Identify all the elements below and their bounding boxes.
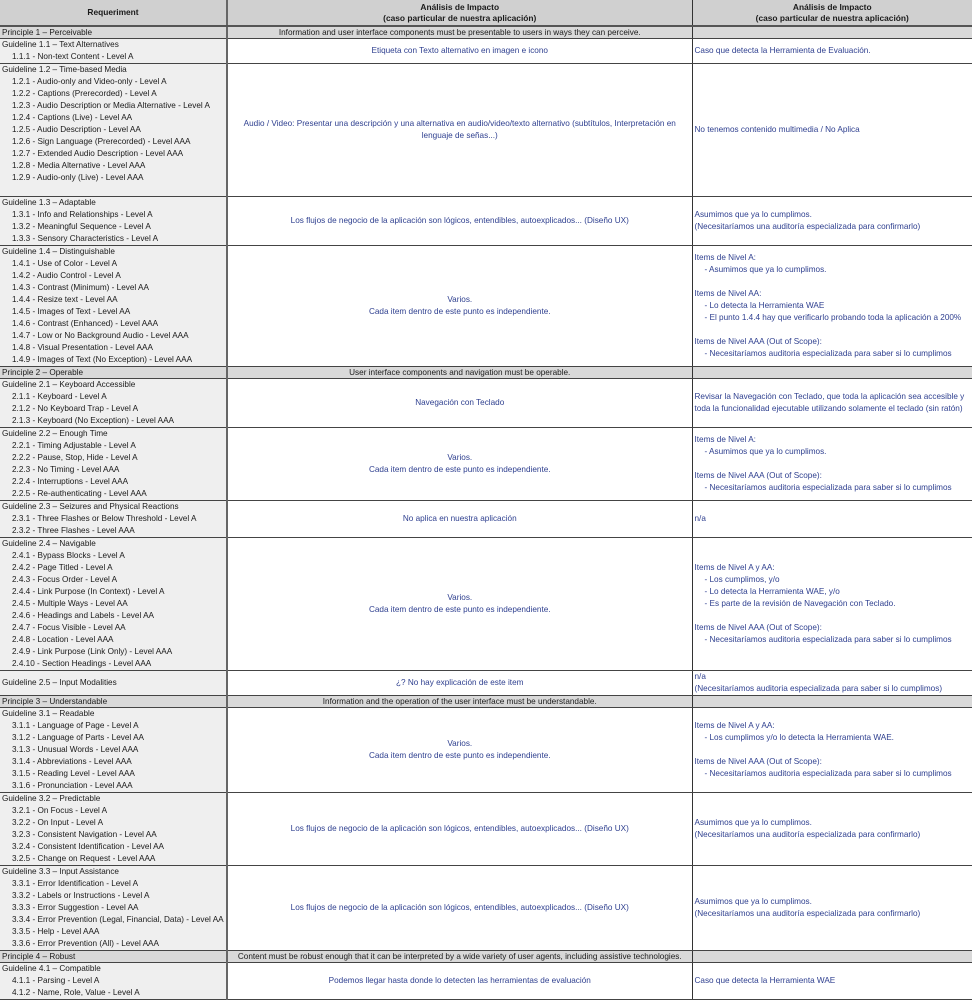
note-line: - Los cumplimos y/o lo detecta la Herramienta WAE. xyxy=(704,733,894,742)
success-criterion: 1.4.6 - Contrast (Enhanced) - Level AAA xyxy=(12,319,159,328)
analysis-cell xyxy=(227,501,692,538)
success-criterion: 1.2.6 - Sign Language (Prerecorded) - Level AAA xyxy=(12,137,191,146)
success-criterion: 3.1.6 - Pronunciation - Level AAA xyxy=(12,781,133,790)
note-line: Items de Nivel A: xyxy=(694,253,756,262)
principle-description: Information and user interface components must be presentable to users in ways they can perceive. xyxy=(227,26,692,39)
guideline-row xyxy=(0,708,972,793)
success-criterion: 3.3.6 - Error Prevention (All) - Level AAA xyxy=(12,939,159,948)
success-criterion: 2.1.2 - No Keyboard Trap - Level A xyxy=(12,404,139,413)
success-criterion: 1.2.4 - Captions (Live) - Level AA xyxy=(12,113,133,122)
notes-cell xyxy=(692,963,972,1000)
success-criterion: 1.2.3 - Audio Description or Media Alternative - Level A xyxy=(12,101,210,110)
success-criterion: 3.3.5 - Help - Level AAA xyxy=(12,927,100,936)
principle-description: Content must be robust enough that it can be interpreted by a wide variety of user agents, including assistive technologies. xyxy=(227,951,692,963)
guideline-row xyxy=(0,428,972,501)
success-criterion: 2.2.1 - Timing Adjustable - Level A xyxy=(12,441,136,450)
guideline-title: Guideline 2.5 – Input Modalities xyxy=(2,678,117,687)
note-line: - Los cumplimos, y/o xyxy=(704,575,780,584)
requirement-cell xyxy=(0,501,227,538)
analysis-line: Varios. xyxy=(447,593,473,602)
note-line: n/a xyxy=(694,514,706,523)
principle-empty-cell xyxy=(692,26,972,39)
notes-cell xyxy=(692,64,972,197)
success-criterion: 2.4.3 - Focus Order - Level A xyxy=(12,575,118,584)
success-criterion: 1.4.5 - Images of Text - Level AA xyxy=(12,307,131,316)
notes-cell xyxy=(692,379,972,428)
success-criterion: 3.3.2 - Labels or Instructions - Level A xyxy=(12,891,150,900)
note-line: - Necesitaríamos auditoria especializada para saber si lo cumplimos xyxy=(704,769,952,778)
guideline-row xyxy=(0,793,972,866)
analysis-line: Los flujos de negocio de la aplicación son lógicos, entendibles, autoexplicados... (Diseño UX) xyxy=(290,216,629,225)
note-line: Items de Nivel AAA (Out of Scope): xyxy=(694,471,822,480)
note-line: Caso que detecta la Herramienta de Evaluación. xyxy=(694,46,871,55)
note-line: - Necesitaríamos auditoria especializada para saber si lo cumplimos xyxy=(704,635,952,644)
notes-cell xyxy=(692,246,972,367)
notes-cell xyxy=(692,428,972,501)
note-line: Asumimos que ya lo cumplimos. xyxy=(694,818,812,827)
header-impact-analysis xyxy=(227,0,692,26)
requirement-cell xyxy=(0,64,227,197)
principle-row xyxy=(0,696,972,708)
analysis-cell xyxy=(227,39,692,64)
success-criterion: 1.2.7 - Extended Audio Description - Level AAA xyxy=(12,149,184,158)
analysis-cell xyxy=(227,793,692,866)
requirement-cell xyxy=(0,428,227,501)
guideline-title: Guideline 2.2 – Enough Time xyxy=(2,429,108,438)
guideline-title: Guideline 1.1 – Text Alternatives xyxy=(2,40,119,49)
guideline-row xyxy=(0,963,972,1000)
requirement-cell xyxy=(0,708,227,793)
note-line: - Lo detecta la Herramienta WAE, y/o xyxy=(704,587,840,596)
note-line: - El punto 1.4.4 hay que verificarlo probando toda la aplicación a 200% xyxy=(704,313,962,322)
analysis-line: Audio / Video: Presentar una descripción y una alternativa en audio/video/texto alternativo (subtítulos, Interpretación en xyxy=(243,119,676,128)
note-line: Revisar la Navegación con Teclado, que toda la aplicación sea accesible y xyxy=(694,392,965,401)
principle-title: Principle 3 – Understandable xyxy=(0,696,227,708)
guideline-title: Guideline 2.4 – Navigable xyxy=(2,539,96,548)
analysis-cell xyxy=(227,963,692,1000)
analysis-cell xyxy=(227,379,692,428)
guideline-title: Guideline 2.3 – Seizures and Physical Reactions xyxy=(2,502,179,511)
note-line: (Necesitaríamos una auditoría especializada para confirmarlo) xyxy=(694,222,921,231)
analysis-line: Cada item dentro de este punto es independiente. xyxy=(368,307,551,316)
guideline-row xyxy=(0,671,972,696)
success-criterion: 2.2.5 - Re-authenticating - Level AAA xyxy=(12,489,147,498)
success-criterion: 2.1.3 - Keyboard (No Exception) - Level AAA xyxy=(12,416,175,425)
analysis-line: Podemos llegar hasta donde lo detecten las herramientas de evaluación xyxy=(328,976,591,985)
analysis-cell xyxy=(227,708,692,793)
principle-title: Principle 2 – Operable xyxy=(0,367,227,379)
header-impact-title-2: Análisis de Impacto xyxy=(792,1,872,12)
note-spacer xyxy=(695,324,971,336)
principle-empty-cell xyxy=(692,367,972,379)
success-criterion: 1.3.1 - Info and Relationships - Level A xyxy=(12,210,153,219)
success-criterion: 2.2.3 - No Timing - Level AAA xyxy=(12,465,120,474)
note-line: Items de Nivel AA: xyxy=(694,289,762,298)
analysis-cell xyxy=(227,866,692,951)
analysis-line: Cada item dentro de este punto es independiente. xyxy=(368,751,551,760)
note-line: (Necesitaríamos auditoria especializada para saber si lo cumplimos) xyxy=(694,684,943,693)
guideline-row xyxy=(0,64,972,197)
principle-description: Information and the operation of the user interface must be understandable. xyxy=(227,696,692,708)
note-line: Items de Nivel AAA (Out of Scope): xyxy=(694,337,822,346)
note-line: - Asumimos que ya lo cumplimos. xyxy=(704,447,827,456)
success-criterion: 3.2.4 - Consistent Identification - Level AA xyxy=(12,842,165,851)
success-criterion: 3.1.4 - Abbreviations - Level AAA xyxy=(12,757,132,766)
header-row xyxy=(0,0,972,26)
requirement-cell xyxy=(0,963,227,1000)
guideline-title: Guideline 4.1 – Compatible xyxy=(2,964,101,973)
requirement-cell xyxy=(0,538,227,671)
note-line: n/a xyxy=(694,672,706,681)
success-criterion: 3.2.2 - On Input - Level A xyxy=(12,818,104,827)
success-criterion: 1.4.7 - Low or No Background Audio - Level AAA xyxy=(12,331,189,340)
success-criterion: 1.2.2 - Captions (Prerecorded) - Level A xyxy=(12,89,157,98)
guideline-row xyxy=(0,501,972,538)
success-criterion: 3.2.3 - Consistent Navigation - Level AA xyxy=(12,830,157,839)
analysis-line: No aplica en nuestra aplicación xyxy=(402,514,517,523)
success-criterion: 4.1.2 - Name, Role, Value - Level A xyxy=(12,988,140,997)
analysis-line: Etiqueta con Texto alternativo en imagen e icono xyxy=(371,46,548,55)
note-line: - Asumimos que ya lo cumplimos. xyxy=(704,265,827,274)
success-criterion: 1.2.1 - Audio-only and Video-only - Level A xyxy=(12,77,167,86)
success-criterion: 3.3.3 - Error Suggestion - Level AA xyxy=(12,903,139,912)
principle-row xyxy=(0,26,972,39)
note-line: (Necesitaríamos una auditoría especializada para confirmarlo) xyxy=(694,830,921,839)
guideline-title: Guideline 3.3 – Input Assistance xyxy=(2,867,119,876)
analysis-line: Varios. xyxy=(447,453,473,462)
principle-title: Principle 4 – Robust xyxy=(0,951,227,963)
note-line: No tenemos contenido multimedia / No Aplica xyxy=(694,125,860,134)
analysis-cell xyxy=(227,538,692,671)
note-line: - Necesitaríamos auditoria especializada para saber si lo cumplimos xyxy=(704,349,952,358)
notes-cell xyxy=(692,866,972,951)
notes-cell xyxy=(692,671,972,696)
note-line: (Necesitaríamos una auditoría especializada para confirmarlo) xyxy=(694,909,921,918)
notes-cell xyxy=(692,39,972,64)
principle-empty-cell xyxy=(692,696,972,708)
success-criterion: 3.3.1 - Error Identification - Level A xyxy=(12,879,139,888)
note-line: Items de Nivel AAA (Out of Scope): xyxy=(694,623,822,632)
analysis-line: lenguaje de señas...) xyxy=(421,131,498,140)
header-impact-subtitle-2: (caso particular de nuestra aplicación) xyxy=(755,12,909,23)
requirement-cell xyxy=(0,671,227,696)
analysis-line: Varios. xyxy=(447,739,473,748)
header-impact-analysis-2 xyxy=(692,0,972,26)
guideline-row xyxy=(0,39,972,64)
success-criterion: 3.2.5 - Change on Request - Level AAA xyxy=(12,854,156,863)
success-criterion: 2.4.2 - Page Titled - Level A xyxy=(12,563,113,572)
principle-description: User interface components and navigation must be operable. xyxy=(227,367,692,379)
table-body xyxy=(0,26,972,1000)
requirement-cell xyxy=(0,866,227,951)
notes-cell xyxy=(692,708,972,793)
analysis-cell xyxy=(227,197,692,246)
guideline-row xyxy=(0,246,972,367)
note-spacer xyxy=(695,276,971,288)
note-line: Items de Nivel AAA (Out of Scope): xyxy=(694,757,822,766)
success-criterion: 1.2.9 - Audio-only (Live) - Level AAA xyxy=(12,173,144,182)
analysis-line: Navegación con Teclado xyxy=(415,398,505,407)
success-criterion: 2.4.1 - Bypass Blocks - Level A xyxy=(12,551,125,560)
success-criterion: 1.4.1 - Use of Color - Level A xyxy=(12,259,118,268)
success-criterion: 1.2.8 - Media Alternative - Level AAA xyxy=(12,161,146,170)
requirement-cell xyxy=(0,793,227,866)
guideline-title: Guideline 1.4 – Distinguishable xyxy=(2,247,115,256)
principle-row xyxy=(0,367,972,379)
header-requirement: Requeriment xyxy=(0,0,227,26)
success-criterion: 1.4.2 - Audio Control - Level A xyxy=(12,271,121,280)
success-criterion: 1.1.1 - Non-text Content - Level A xyxy=(12,52,134,61)
success-criterion: 3.2.1 - On Focus - Level A xyxy=(12,806,108,815)
success-criterion: 2.4.10 - Section Headings - Level AAA xyxy=(12,659,152,668)
analysis-line: Cada item dentro de este punto es independiente. xyxy=(368,605,551,614)
success-criterion: 1.3.2 - Meaningful Sequence - Level A xyxy=(12,222,151,231)
success-criterion: 2.4.8 - Location - Level AAA xyxy=(12,635,114,644)
success-criterion: 3.1.5 - Reading Level - Level AAA xyxy=(12,769,135,778)
note-line: - Es parte de la revisión de Navegación con Teclado. xyxy=(704,599,896,608)
note-spacer xyxy=(695,610,971,622)
success-criterion: 1.4.4 - Resize text - Level AA xyxy=(12,295,118,304)
guideline-row xyxy=(0,538,972,671)
guideline-title: Guideline 3.2 – Predictable xyxy=(2,794,101,803)
analysis-cell xyxy=(227,428,692,501)
analysis-line: Los flujos de negocio de la aplicación son lógicos, entendibles, autoexplicados... (Diseño UX) xyxy=(290,824,629,833)
header-impact-subtitle: (caso particular de nuestra aplicación) xyxy=(383,12,537,23)
principle-empty-cell xyxy=(692,951,972,963)
analysis-cell xyxy=(227,671,692,696)
success-criterion: 4.1.1 - Parsing - Level A xyxy=(12,976,100,985)
success-criterion: 1.4.3 - Contrast (Minimum) - Level AA xyxy=(12,283,149,292)
success-criterion: 2.4.9 - Link Purpose (Link Only) - Level AAA xyxy=(12,647,173,656)
analysis-line: Los flujos de negocio de la aplicación son lógicos, entendibles, autoexplicados... (Diseño UX) xyxy=(290,903,629,912)
note-line: - Lo detecta la Herramienta WAE xyxy=(704,301,825,310)
notes-cell xyxy=(692,501,972,538)
requirement-cell xyxy=(0,197,227,246)
note-line: Asumimos que ya lo cumplimos. xyxy=(694,210,812,219)
requirement-cell xyxy=(0,39,227,64)
note-line: Caso que detecta la Herramienta WAE xyxy=(694,976,836,985)
success-criterion: 1.4.9 - Images of Text (No Exception) - Level AAA xyxy=(12,355,193,364)
note-line: Asumimos que ya lo cumplimos. xyxy=(694,897,812,906)
note-spacer xyxy=(695,458,971,470)
note-line: Items de Nivel A y AA: xyxy=(694,563,775,572)
note-line: Items de Nivel A: xyxy=(694,435,756,444)
principle-title: Principle 1 – Perceivable xyxy=(0,26,227,39)
success-criterion: 2.3.2 - Three Flashes - Level AAA xyxy=(12,526,135,535)
requirement-cell xyxy=(0,246,227,367)
header-impact-title: Análisis de Impacto xyxy=(420,1,500,12)
notes-cell xyxy=(692,793,972,866)
success-criterion: 2.2.2 - Pause, Stop, Hide - Level A xyxy=(12,453,138,462)
success-criterion: 2.4.4 - Link Purpose (In Context) - Level A xyxy=(12,587,165,596)
success-criterion: 2.4.6 - Headings and Labels - Level AA xyxy=(12,611,155,620)
analysis-line: Cada item dentro de este punto es independiente. xyxy=(368,465,551,474)
note-line: toda la funcionalidad ejecutable utilizando solamente el teclado (sin ratón) xyxy=(694,404,963,413)
guideline-title: Guideline 1.2 – Time-based Media xyxy=(2,65,127,74)
note-line: - Necesitaríamos auditoria especializada para saber si lo cumplimos xyxy=(704,483,952,492)
guideline-row xyxy=(0,866,972,951)
guideline-title: Guideline 3.1 – Readable xyxy=(2,709,95,718)
requirement-cell xyxy=(0,379,227,428)
notes-cell xyxy=(692,197,972,246)
success-criterion: 2.2.4 - Interruptions - Level AAA xyxy=(12,477,129,486)
analysis-line: ¿? No hay explicación de este item xyxy=(396,678,524,687)
guideline-row xyxy=(0,379,972,428)
success-criterion: 2.4.7 - Focus Visible - Level AA xyxy=(12,623,126,632)
success-criterion: 3.1.2 - Language of Parts - Level AA xyxy=(12,733,144,742)
guideline-row xyxy=(0,197,972,246)
notes-cell xyxy=(692,538,972,671)
success-criterion: 1.4.8 - Visual Presentation - Level AAA xyxy=(12,343,153,352)
success-criterion: 3.3.4 - Error Prevention (Legal, Financial, Data) - Level AA xyxy=(12,915,224,924)
guideline-title: Guideline 1.3 – Adaptable xyxy=(2,198,96,207)
note-spacer xyxy=(695,744,971,756)
success-criterion: 3.1.3 - Unusual Words - Level AAA xyxy=(12,745,139,754)
guideline-title: Guideline 2.1 – Keyboard Accessible xyxy=(2,380,136,389)
success-criterion: 2.4.5 - Multiple Ways - Level AA xyxy=(12,599,128,608)
analysis-cell xyxy=(227,64,692,197)
note-line: Items de Nivel A y AA: xyxy=(694,721,775,730)
success-criterion: 3.1.1 - Language of Page - Level A xyxy=(12,721,139,730)
success-criterion: 2.1.1 - Keyboard - Level A xyxy=(12,392,107,401)
principle-row xyxy=(0,951,972,963)
success-criterion: 1.2.5 - Audio Description - Level AA xyxy=(12,125,141,134)
analysis-cell xyxy=(227,246,692,367)
success-criterion: 2.3.1 - Three Flashes or Below Threshold - Level A xyxy=(12,514,197,523)
success-criterion: 1.3.3 - Sensory Characteristics - Level A xyxy=(12,234,159,243)
analysis-line: Varios. xyxy=(447,295,473,304)
